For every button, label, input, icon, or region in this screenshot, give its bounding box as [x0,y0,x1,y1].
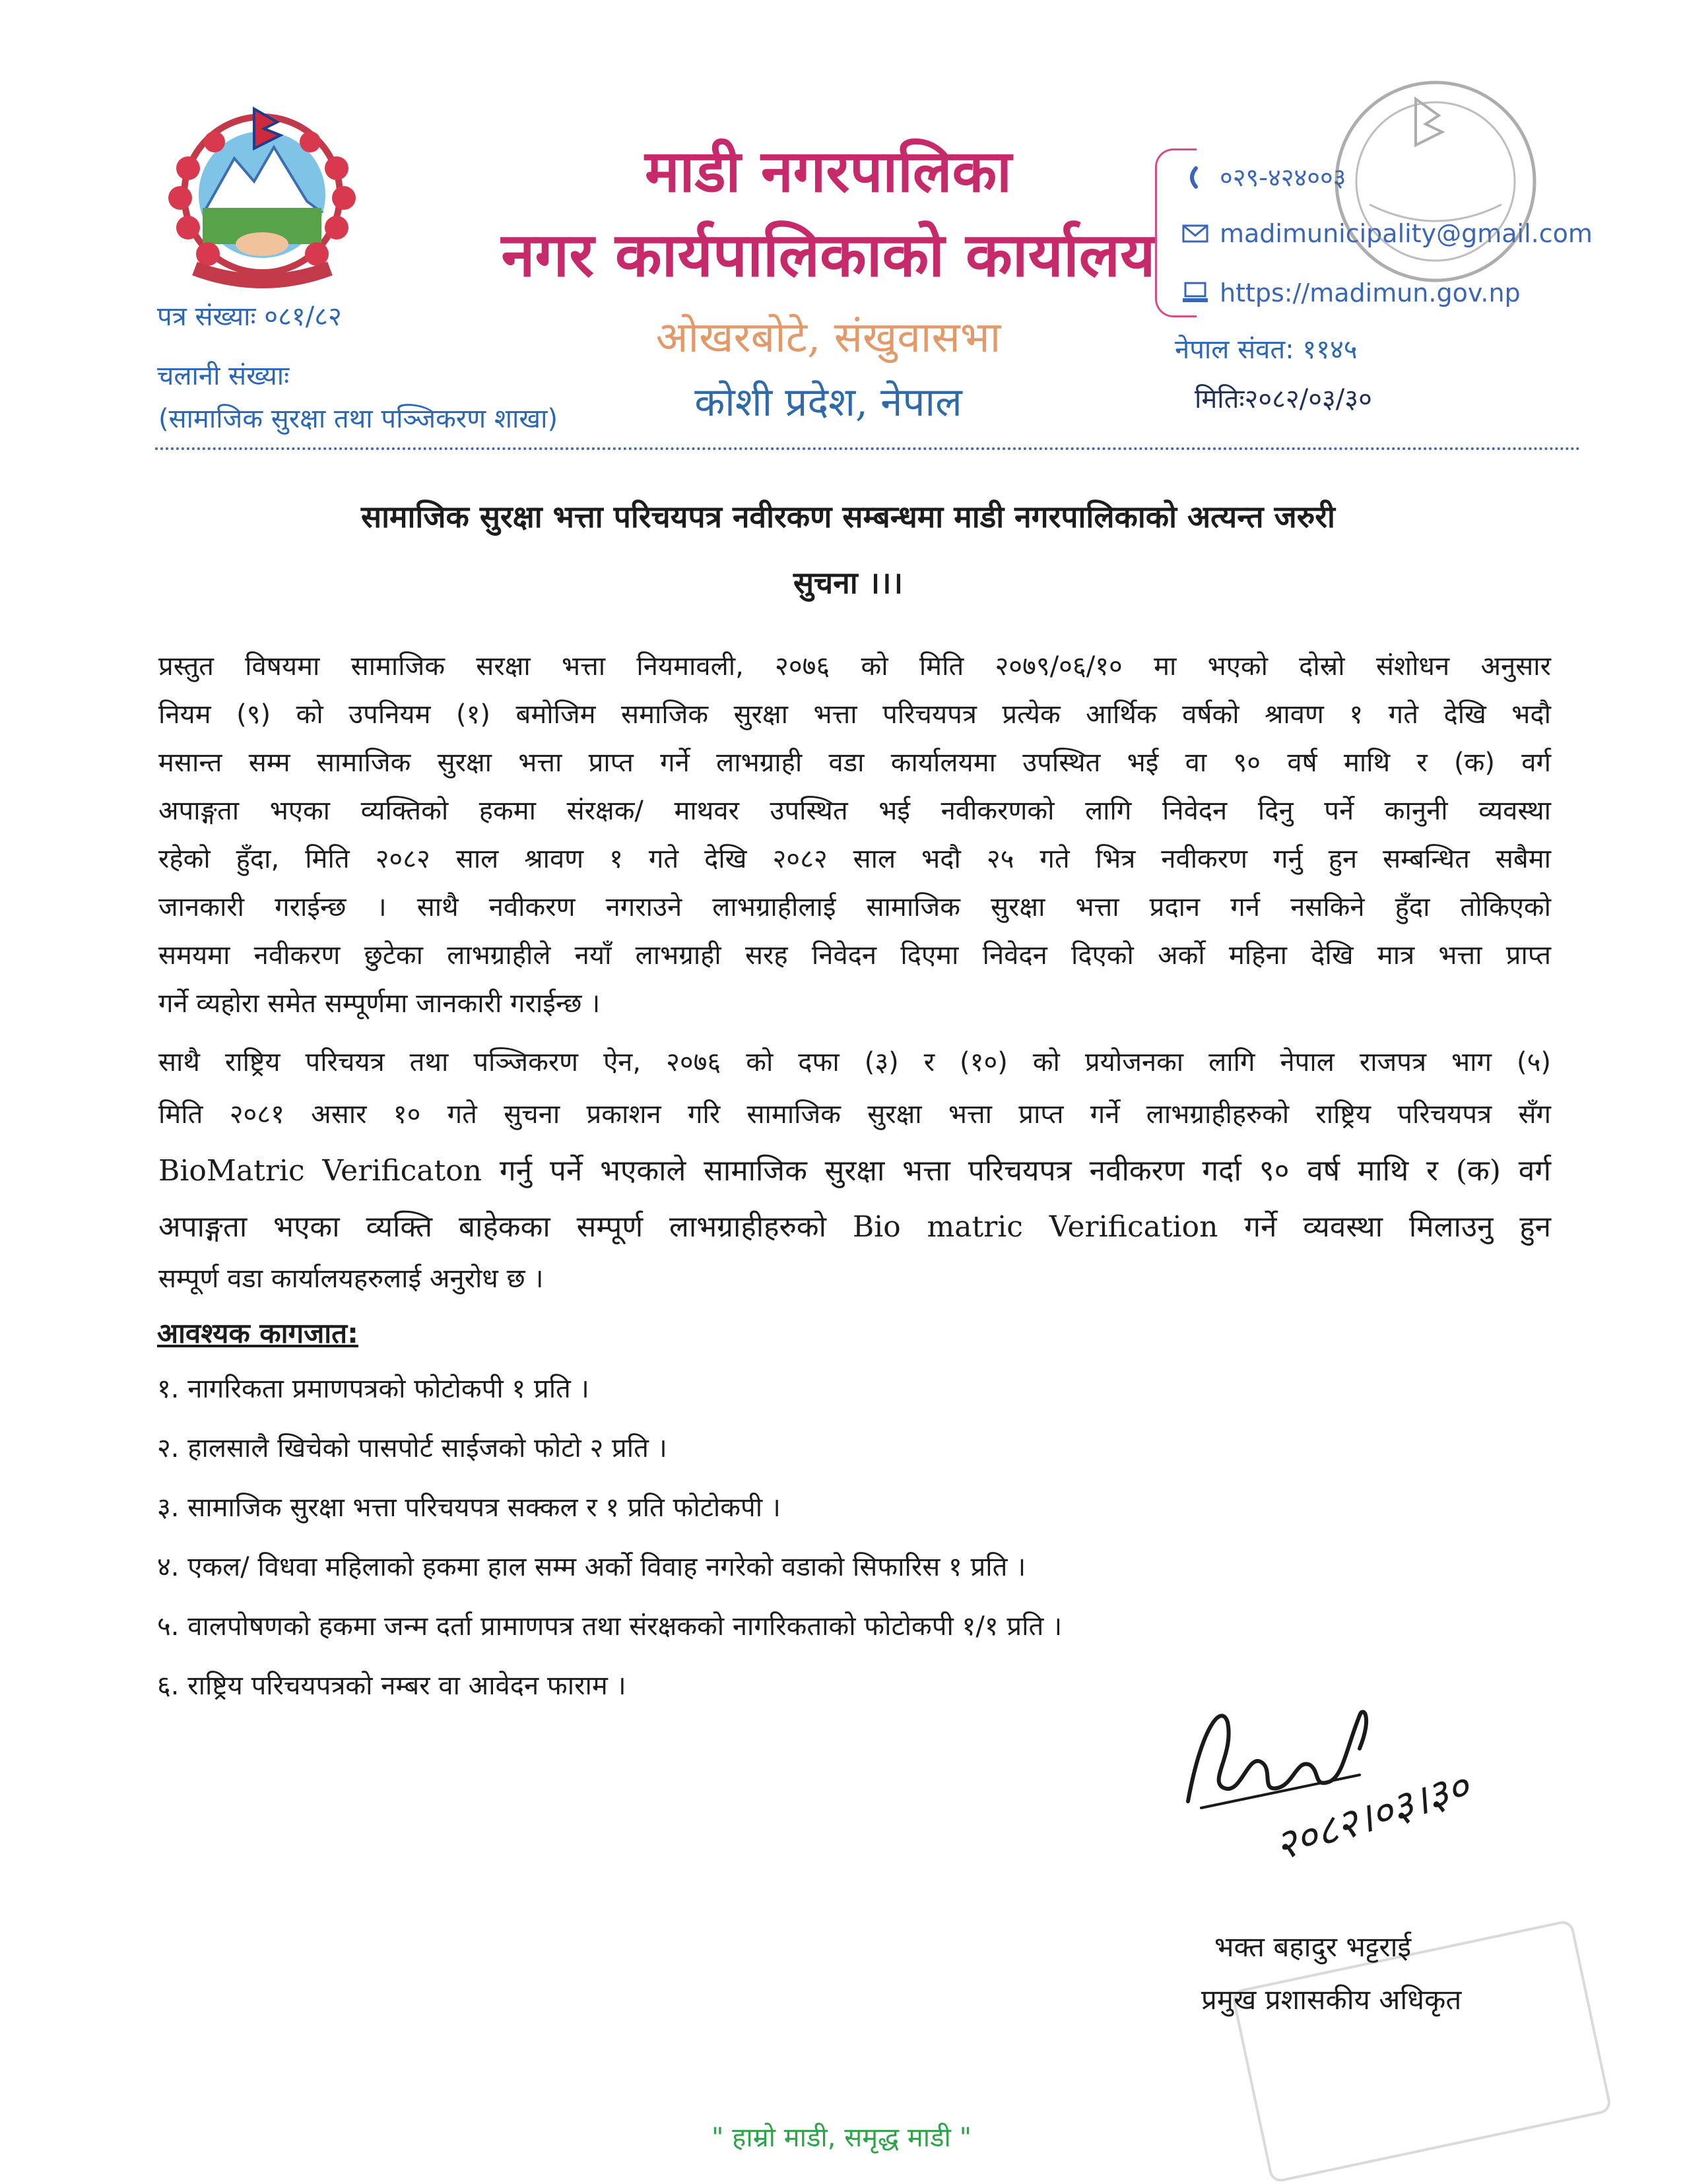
notice-subject-line-1: सामाजिक सुरक्षा भत्ता परिचयपत्र नवीरकण सम्बन्धमा माडी नगरपालिकाको अत्यन्त जरुरी [361,499,1335,534]
header-divider [155,447,1581,450]
mail-icon [1181,222,1209,245]
footer-slogan: " हाम्रो माडी, समृद्ध माडी " [711,2123,972,2153]
nepal-government-emblem [142,96,383,294]
letter-date: मितिः२०८२/०३/३० [1195,384,1372,414]
computer-icon [1181,281,1209,305]
handwritten-signature [1162,1676,1531,1874]
body-line: सम्पूर्ण वडा कार्यालयहरुलाई अनुरोध छ । [158,1264,544,1294]
office-name: नगर कार्यपालिकाको कार्यालय [501,219,1156,290]
body-line: अपाङ्गता भएका व्यक्तिको हकमा संरक्षक/ माथवर उपस्थित भई नवीकरणको लागि निवेदन दिनु पर्ने कानुनी व्यवस्था [158,796,1551,826]
document-item: ५. वालपोषणको हकमा जन्म दर्ता प्रामाणपत्र तथा संरक्षकको नागरिकताको फोटोकपी १/१ प्रति । [157,1611,1063,1642]
body-line: BioMatric Verificaton गर्नु पर्ने भएकाले सामाजिक सुरक्षा भत्ता परिचयपत्र नवीकरण गर्दा ९० वर्ष माथि र (क) वर्ग [158,1154,1551,1188]
document-item: ३. सामाजिक सुरक्षा भत्ता परिचयपत्र सक्कल र १ प्रति फोटोकपी । [157,1493,781,1523]
body-line: समयमा नवीकरण छुटेका लाभग्राहीले नयाँ लाभग्राही सरह निवेदन दिएमा निवेदन दिएको अर्को महिना देखि मात्र भत्ता प्राप्त [158,940,1551,971]
signatory-name: भक्त बहादुर भट्टराई [1214,1931,1412,1963]
body-line: जानकारी गराईन्छ । साथै नवीकरण नगराउने लाभग्राहीलाई सामाजिक सुरक्षा भत्ता प्रदान गर्न नसकिने हुँदा तोकिएको [158,892,1551,922]
body-line: नियम (९) को उपनियम (१) बमोजिम समाजिक सुरक्षा भत्ता परिचयपत्र प्रत्येक आर्थिक वर्षको श्रावण १ गते देखि भदौ [158,699,1551,730]
phone-number: ०२९-४२४००३ [1220,163,1346,192]
document-item: १. नागरिकता प्रमाणपत्रको फोटोकपी १ प्रति । [157,1374,589,1404]
address-line-2: कोशी प्रदेश, नेपाल [694,379,962,426]
body-line: रहेको हुँदा, मिति २०८२ साल श्रावण १ गते देखि २०८२ साल भदौ २५ गते भित्र नवीकरण गर्नु हुन सम्बन्धित सबैमा [158,844,1551,874]
body-line: मसान्त सम्म सामाजिक सुरक्षा भत्ता प्राप्त गर्ने लाभग्राही वडा कार्यालयमा उपस्थित भई वा ९० वर्ष माथि र (क) वर्ग [158,748,1551,778]
body-line: अपाङ्गता भएका व्यक्ति बाहेकका सम्पूर्ण लाभग्राहीहरुको Bio matric Verification गर्ने व्यवस्था मिलाउनु हुन [158,1210,1551,1244]
website-url[interactable]: https://madimun.gov.np [1220,278,1521,307]
notice-subject-line-2: सुचना ।।। [793,565,904,600]
phone-icon [1181,166,1209,189]
body-line: मिति २०८१ असार १० गते सुचना प्रकाशन गरि सामाजिक सुरक्षा भत्ता प्राप्त गर्ने लाभग्राहीहरुको राष्ट्रिय परिचयपत्र सँग [158,1099,1551,1130]
document-item: ४. एकल/ विधवा महिलाको हकमा हाल सम्म अर्को विवाह नगरेको वडाको सिफारिस १ प्रति । [157,1552,1026,1582]
handwritten-date: २०८२।०३।३० [1269,1762,1475,1871]
dispatch-number: चलानी संख्याः [157,361,290,391]
letter-number: पत्र संख्याः ०८१/८२ [157,302,342,332]
body-line: प्रस्तुत विषयमा सामाजिक सरक्षा भत्ता नियमावली, २०७६ को मिति २०७९/०६/१० मा भएको दोस्रो संशोधन अनुसार [158,651,1551,682]
municipality-name: माडी नगरपालिका [645,137,1012,205]
document-item: ६. राष्ट्रिय परिचयपत्रको नम्बर वा आवेदन फाराम । [157,1671,626,1701]
email-address[interactable]: madimunicipality@gmail.com [1220,219,1593,248]
required-documents-heading: आवश्यक कागजात: [157,1317,358,1349]
nepal-samvat: नेपाल संवत: ११४५ [1175,335,1358,365]
signatory-title: प्रमुख प्रशासकीय अधिकृत [1201,1983,1462,2016]
address-line-1: ओखरबोटे, संखुवासभा [655,313,1001,362]
body-line: गर्ने व्यहोरा समेत सम्पूर्णमा जानकारी गराईन्छ । [158,988,601,1019]
office-stamp [1317,73,1554,290]
body-line: साथै राष्ट्रिय परिचयत्र तथा पञ्जिकरण ऐन, २०७६ को दफा (३) र (१०) को प्रयोजनका लागि नेपाल राजपत्र भाग (५) [158,1047,1551,1077]
branch-name: (सामाजिक सुरक्षा तथा पञ्जिकरण शाखा) [158,404,558,434]
document-item: २. हालसालै खिचेको पासपोर्ट साईजको फोटो २ प्रति । [157,1433,667,1463]
